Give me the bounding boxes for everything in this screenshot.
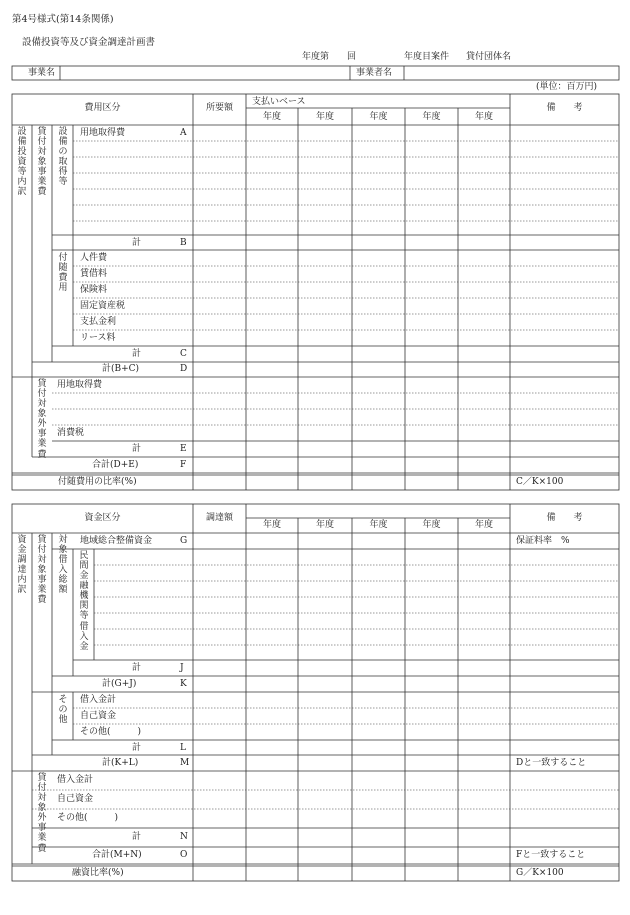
funding-section-label: 資 金 調 達 内 訳 — [17, 535, 27, 596]
total-kl-label: 計(K+L) — [102, 758, 139, 768]
subtotal-c-code: C — [180, 349, 187, 359]
required-amount-header: 所要額 — [205, 103, 233, 113]
funding-grand-total-code: O — [180, 850, 188, 860]
capex-year-2: 年度 — [315, 112, 334, 122]
insurance-label: 保険料 — [80, 285, 108, 295]
personnel-label: 人件費 — [80, 253, 108, 263]
consumption-tax-label: 消費税 — [57, 428, 85, 438]
funding-grand-total-label: 合計(M+N) — [92, 850, 142, 860]
financing-ratio-note: G／K×100 — [516, 868, 564, 878]
capex-year-1: 年度 — [262, 112, 281, 122]
financing-ratio-label: 融資比率(%) — [72, 868, 124, 878]
other-label: そ の 他 — [58, 695, 68, 726]
subtotal-c-label: 計 — [132, 349, 142, 359]
round-label: 年度第 回 — [302, 52, 357, 62]
capex-grand-total-label: 合計(D+E) — [92, 460, 139, 470]
subtotal-b-code: B — [180, 238, 187, 248]
interest-label: 支払金利 — [80, 317, 117, 327]
capex-category-header: 費用区分 — [84, 103, 121, 113]
borrowing-total-label: 対 象 借 入 総 額 — [58, 535, 68, 596]
subtotal-n-label: 計 — [132, 832, 142, 842]
match-f-note: Fと一致すること — [516, 850, 586, 860]
form-title: 設備投資等及び資金調達計画書 — [22, 37, 156, 48]
land-acquisition-label: 用地取得費 — [80, 128, 126, 138]
budget-label: 年度目案件 — [404, 52, 450, 62]
form-number: 第4号様式(第14条関係) — [12, 14, 114, 25]
funding-year-3: 年度 — [369, 520, 388, 530]
subtotal-n-code: N — [180, 832, 188, 842]
total-gj-label: 計(G+J) — [102, 679, 137, 689]
land-acquisition-2-label: 用地取得費 — [57, 380, 103, 390]
total-bc-code: D — [180, 364, 188, 374]
subtotal-j-code: J — [180, 663, 184, 673]
other-paren-label: その他( ) — [80, 727, 142, 737]
subtotal-b-label: 計 — [132, 238, 142, 248]
borrowing-sum-2-label: 借入金計 — [57, 775, 94, 785]
payment-basis-header: 支払いベース — [252, 97, 306, 107]
match-d-note: Dと一致すること — [516, 758, 587, 768]
funding-eligible-label: 貸 付 対 象 事 業 費 — [37, 535, 47, 606]
procurement-header: 調達額 — [205, 513, 233, 523]
private-loan-label: 民 間 金 融 機 関 等 借 入 金 — [79, 551, 89, 652]
funding-non-eligible-label: 貸 付 対 象 外 事 業 費 — [37, 773, 47, 854]
funding-year-4: 年度 — [422, 520, 441, 530]
incidental-label: 付 随 費 用 — [58, 253, 68, 294]
total-gj-code: K — [180, 679, 187, 689]
subtotal-l-code: L — [180, 743, 186, 753]
guarantee-note: 保証料率 % — [516, 536, 570, 546]
unit-label: (単位：百万円) — [536, 82, 598, 92]
funding-year-5: 年度 — [474, 520, 493, 530]
incidental-ratio-note: C／K×100 — [516, 477, 564, 487]
rent-label: 賃借料 — [80, 269, 108, 279]
funding-remarks-header: 備 考 — [546, 513, 583, 523]
funding-year-2: 年度 — [315, 520, 334, 530]
subtotal-e-code: E — [180, 444, 187, 454]
capex-eligible-label: 貸 付 対 象 事 業 費 — [37, 127, 47, 198]
operator-name-label: 事業者名 — [356, 68, 393, 78]
borrowing-sum-label: 借入金計 — [80, 695, 117, 705]
other-paren-2-label: その他( ) — [57, 813, 119, 823]
lease-label: リース料 — [80, 333, 116, 343]
incidental-ratio-label: 付随費用の比率(%) — [58, 477, 137, 487]
land-code: A — [180, 128, 187, 138]
subtotal-j-label: 計 — [132, 663, 142, 673]
own-funds-2-label: 自己資金 — [57, 794, 94, 804]
equipment-label: 設 備 の 取 得 等 — [58, 127, 68, 188]
funding-category-header: 資金区分 — [84, 513, 121, 523]
capex-grand-total-code: F — [180, 460, 187, 470]
capex-year-4: 年度 — [422, 112, 441, 122]
property-tax-label: 固定資産税 — [80, 301, 126, 311]
own-funds-label: 自己資金 — [80, 711, 117, 721]
capex-year-5: 年度 — [474, 112, 493, 122]
regional-fund-label: 地域総合整備資金 — [80, 536, 153, 546]
subtotal-e-label: 計 — [132, 444, 142, 454]
subtotal-l-label: 計 — [132, 743, 142, 753]
total-kl-code: M — [180, 758, 190, 768]
business-name-label: 事業名 — [28, 68, 56, 78]
capex-year-3: 年度 — [369, 112, 388, 122]
lender-label: 貸付団体名 — [466, 52, 512, 62]
capex-section-label: 設 備 投 資 等 内 訳 — [17, 127, 27, 198]
capex-non-eligible-label: 貸 付 対 象 外 事 業 費 — [37, 379, 47, 460]
regional-fund-code: G — [180, 536, 188, 546]
capex-remarks-header: 備 考 — [546, 103, 583, 113]
total-bc-label: 計(B+C) — [102, 364, 140, 374]
funding-year-1: 年度 — [262, 520, 281, 530]
